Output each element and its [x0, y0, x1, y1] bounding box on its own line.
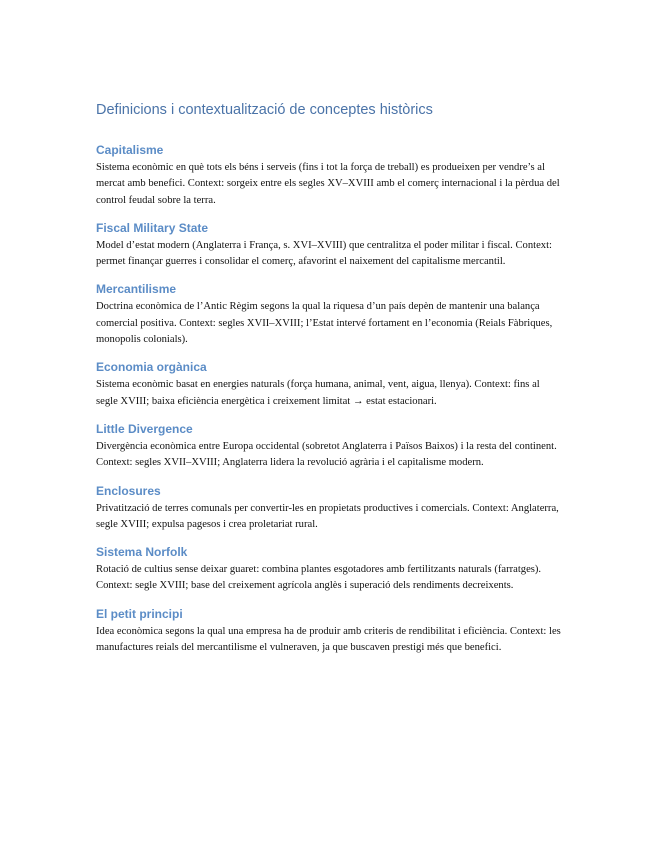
section-heading: Sistema Norfolk	[96, 545, 188, 560]
section-heading: Little Divergence	[96, 421, 193, 436]
section-heading: Economia orgànica	[96, 360, 207, 375]
section-sistema-norfolk	[96, 544, 562, 595]
section-body: Rotació de cultius sense deixar guaret: combina plantes esgotadores amb fertilitzants naturals (farratges). Context: segle XVIII; base del creixement agrícola anglès i superació dels rendiments decreixents.	[96, 564, 542, 592]
section-heading: Capitalisme	[96, 143, 164, 157]
section-body: Doctrina econòmica de l’Antic Règim segons la qual la riquesa d’un país depèn de mantenir una balança comercial positiva. Context: segles XVII–XVIII; l’Estat intervé fortament en l’economia (Reials Fàbriques, monopolis colonials).	[96, 301, 553, 346]
section-mercantilisme	[96, 281, 562, 348]
section-fiscal-military-state	[96, 220, 562, 271]
section-heading: Mercantilisme	[96, 282, 177, 297]
section-body: Model d’estat modern (Anglaterra i França, s. XVI–XVIII) que centralitza el poder militar i fiscal. Context: permet finançar guerres i consolidar el comerç, afavorint el naixement del capitalisme mercantil.	[96, 239, 552, 268]
section-heading: El petit principi	[96, 606, 183, 621]
section-body: Privatització de terres comunals per convertir-les en propietats productives i comercials. Context: Anglaterra, segle XVIII; expulsa pagesos i crea proletariat rural.	[96, 502, 559, 530]
document-title: Definicions i contextualització de conceptes històrics	[96, 102, 433, 118]
section-enclosures	[96, 483, 562, 534]
section-body: Sistema econòmic en què tots els béns i serveis (fins i tot la força de treball) es produeixen per vendre’s al mercat amb benefici. Context: sorgeix entre els segles XV–XVIII amb el comerç internacional i la pèrdua del control feudal sobre la terra.	[96, 162, 560, 206]
section-economia-organica	[96, 359, 562, 410]
section-body: Idea econòmica segons la qual una empresa ha de produir amb criteris de rendibilitat i eficiència. Context: les manufactures reials del mercantilisme el vulneraven, ja que buscaven prestigi més que benefici.	[96, 625, 561, 654]
section-little-divergence	[96, 421, 562, 472]
section-capitalisme	[96, 142, 562, 209]
document-page	[96, 100, 562, 667]
section-body: Sistema econòmic basat en energies naturals (força humana, animal, vent, aigua, llenya). Context: fins al segle XVIII; baixa eficiència energètica i creixement limitat → estat estacionari.	[96, 379, 540, 407]
section-heading: Enclosures	[96, 483, 161, 498]
section-el-petit-principi	[96, 606, 562, 657]
section-heading: Fiscal Military State	[96, 220, 209, 235]
section-body: Divergència econòmica entre Europa occidental (sobretot Anglaterra i Països Baixos) i la resta del continent. Context: segles XVII–XVIII; Anglaterra lidera la revolució agrària i el capitalisme modern.	[96, 440, 557, 469]
